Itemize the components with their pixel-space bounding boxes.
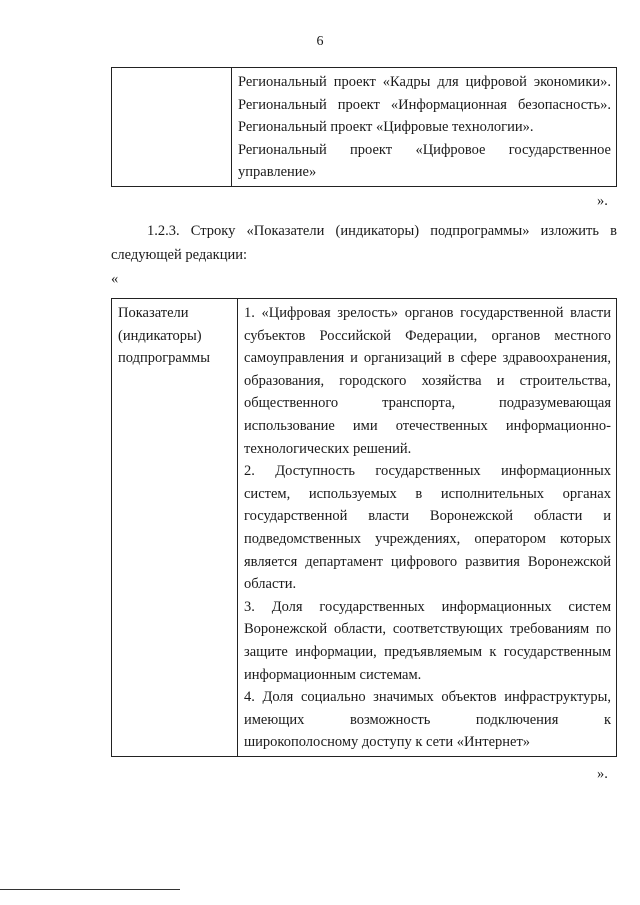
indicator-line: области. xyxy=(244,576,297,593)
indicators-list-cell xyxy=(238,299,617,757)
indicator-line: систем, используемых в исполнительных органах xyxy=(244,485,611,502)
indicator-line: широкополосному доступу к сети «Интернет» xyxy=(244,734,531,751)
indicator-line: защите информации, предъявляемым к государственным xyxy=(244,643,611,660)
indicators-label-line: Показатели xyxy=(118,305,189,321)
indicator-line: 3. Доля государственных информационных систем xyxy=(244,598,611,615)
regional-project-line: Региональный проект «Кадры для цифровой экономики». xyxy=(238,74,611,90)
indicator-line: субъектов Российской Федерации, органов местного xyxy=(244,327,611,344)
regional-project-line: Региональный проект «Цифровое государственное xyxy=(238,141,611,158)
indicator-line: подведомственных учреждениях, оператором которых xyxy=(244,530,611,547)
opening-quote: « xyxy=(111,271,119,287)
amendment-paragraph xyxy=(111,219,617,267)
indicator-line: общественного транспорта, подразумевающая xyxy=(244,395,611,412)
indicator-line: является департамент цифрового развития Воронежской xyxy=(244,553,611,570)
indicator-line: самоуправления и организаций в сфере здравоохранения, xyxy=(244,350,611,367)
indicator-line: имеющих возможность подключения к xyxy=(244,711,611,728)
indicator-line: образования, городского хозяйства и строительства, xyxy=(244,372,611,389)
indicators-table xyxy=(111,298,617,757)
paragraph-line: 1.2.3. Строку «Показатели (индикаторы) подпрограммы» изложить в xyxy=(147,223,617,239)
indicator-line: 4. Доля социально значимых объектов инфраструктуры, xyxy=(244,689,611,706)
indicator-line: использование ими отечественных информационно- xyxy=(244,417,611,434)
indicator-line: технологических решений. xyxy=(244,440,412,457)
indicators-label-line: подпрограммы xyxy=(118,350,210,367)
regional-project-line: Региональный проект «Цифровые технологии». xyxy=(238,119,534,136)
program-table-continuation xyxy=(111,67,617,187)
indicators-label-line: (индикаторы) xyxy=(118,327,202,344)
indicator-line: 2. Доступность государственных информационных xyxy=(244,463,611,480)
regional-project-line: управление» xyxy=(238,164,317,181)
indicator-line: Воронежской области, соответствующих требованиям по xyxy=(244,621,611,638)
regional-projects-cell xyxy=(232,68,617,187)
indicator-line: информационным системам. xyxy=(244,666,422,683)
indicator-line: 1. «Цифровая зрелость» органов государственной власти xyxy=(244,305,611,321)
indicator-line: государственной власти Воронежской области и xyxy=(244,508,611,525)
regional-project-line: Региональный проект «Информационная безопасность». xyxy=(238,96,611,113)
footer-rule xyxy=(0,889,180,890)
closing-quote: ». xyxy=(597,193,608,209)
closing-quote: ». xyxy=(597,766,608,782)
table-left-cell-empty xyxy=(112,68,232,187)
page-number: 6 xyxy=(316,34,324,49)
paragraph-line: следующей редакции: xyxy=(111,247,248,263)
indicators-label-cell xyxy=(112,299,238,757)
